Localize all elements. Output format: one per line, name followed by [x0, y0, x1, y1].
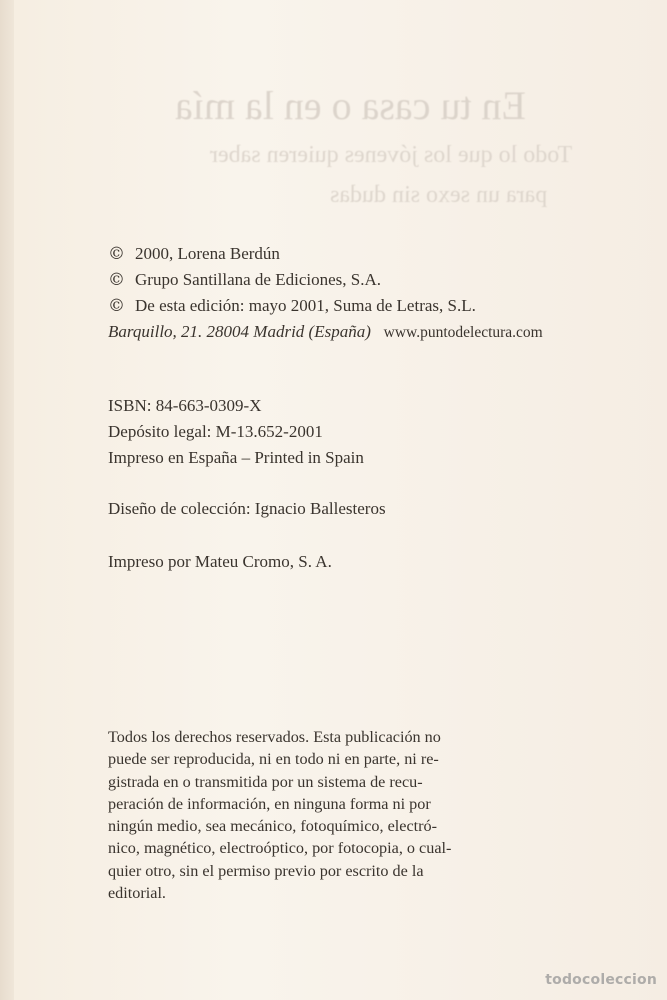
bleed-through-subtitle-1: Todo lo que los jóvenes quieren saber	[210, 142, 573, 168]
isbn: ISBN: 84-663-0309-X	[108, 396, 262, 415]
copyright-line-publisher	[108, 270, 381, 290]
rights-line: puede ser reproducida, ni en todo ni en parte, ni re-	[108, 750, 439, 769]
website: www.puntodelectura.com	[383, 324, 543, 341]
rights-line: ningún medio, sea mecánico, fotoquímico, electró-	[108, 817, 438, 836]
rights-line: Todos los derechos reservados. Esta publicación no	[108, 728, 441, 746]
printed-in: Impreso en España – Printed in Spain	[108, 448, 364, 467]
copyright-symbol: ©	[108, 244, 125, 264]
rights-line: editorial.	[108, 884, 166, 903]
rights-line: nico, magnético, electroóptico, por fotocopia, o cual-	[108, 839, 452, 858]
copyright-text: 2000, Lorena Berdún	[135, 244, 280, 263]
rights-line: quier otro, sin el permiso previo por escrito de la	[108, 861, 424, 880]
rights-line: gistrada en o transmitida por un sistema de recu-	[108, 772, 423, 791]
copyright-text: Grupo Santillana de Ediciones, S.A.	[135, 270, 381, 289]
copyright-line-edition	[108, 296, 476, 316]
copyright-text: De esta edición: mayo 2001, Suma de Letras, S.L.	[135, 296, 476, 315]
copyright-symbol: ©	[108, 270, 125, 290]
bleed-through-subtitle-2: para un sexo sin dudas	[330, 182, 548, 208]
book-gutter	[0, 0, 14, 1000]
collection-design: Diseño de colección: Ignacio Ballesteros	[108, 499, 386, 518]
copyright-line-author	[108, 244, 280, 264]
deposito-legal: Depósito legal: M-13.652-2001	[108, 422, 323, 441]
rights-line: peración de información, en ninguna forma ni por	[108, 794, 431, 813]
watermark: todocoleccion	[545, 972, 657, 988]
street-address: Barquillo, 21. 28004 Madrid (España)	[108, 322, 371, 341]
publisher-address	[108, 322, 543, 342]
bleed-through-title: En tu casa o en la mía	[175, 83, 526, 128]
printer: Impreso por Mateu Cromo, S. A.	[108, 552, 332, 571]
copyright-symbol: ©	[108, 296, 125, 316]
rights-reserved-notice	[108, 726, 516, 904]
